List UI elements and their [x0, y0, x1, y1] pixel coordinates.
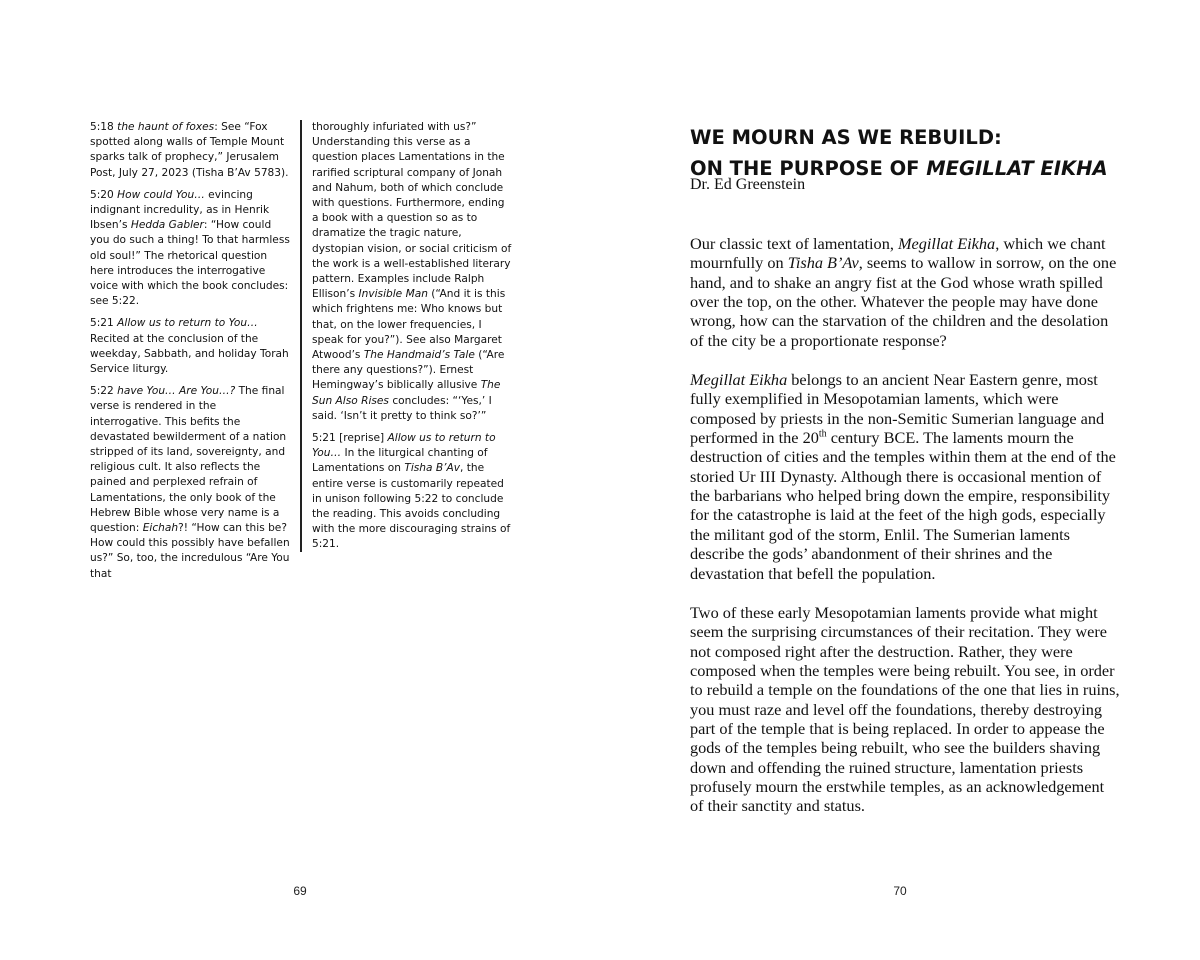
title-line-1: WE MOURN AS WE REBUILD: [690, 126, 1002, 149]
note-work-title: Invisible Man [358, 288, 428, 301]
notes-column-2 [312, 120, 512, 553]
para-italic: Megillat Eikha [897, 234, 996, 253]
page-number-left: 69 [293, 884, 307, 898]
note-ref: 5:21 [reprise] [312, 432, 385, 445]
title-line-2-italic: MEGILLAT EIKHA [926, 157, 1108, 180]
title-line-2-prefix: ON THE PURPOSE OF [690, 157, 927, 180]
article-title [690, 122, 1160, 184]
note-ref: 5:21 [90, 317, 114, 330]
para-text: , seems to wallow in sorrow, on the one hand, and to shake an angry fist at the God whose wrath spilled over the top, on the other. Whatever the people may have done wrong, how can the starvation of the children and the desolation of the city be a proportionate response? [690, 253, 1117, 350]
right-page [600, 0, 1200, 960]
note-5-21 [90, 316, 290, 377]
note-text: , the entire verse is customarily repeated in unison following 5:22 to conclude the reading. This avoids concluding with the more discouraging strains of 5:21. [312, 462, 511, 551]
note-text: The final verse is rendered in the interrogative. This befits the devastated bewilderment of a nation stripped of its land, sovereignty, and religious cult. It also reflects the pained and perplexed refrain of Lamentations, the only book of the Hebrew Bible whose very name is a question: [90, 385, 287, 535]
note-lemma: have You… Are You…? [117, 385, 236, 398]
note-work-title: The Handmaid’s Tale [363, 349, 475, 362]
para-italic: Tisha B’Av [787, 253, 859, 273]
column-divider [300, 120, 302, 552]
author-name: Dr. Ed Greenstein [690, 176, 806, 193]
note-text: concludes: “‘Yes,’ I said. ‘Isn’t it pretty to think so?’” [312, 394, 492, 422]
note-lemma: Allow us to return to You… [117, 317, 258, 330]
paragraph-2 [690, 370, 1120, 583]
para-text: century BCE. The laments mourn the destruction of cities and the temples within them at the end of the storied Ur III Dynasty. Although there is occasional mention of the barbarians who helped bring down the empire, responsibility for the catastrophe is laid at the feet of the high gods, especially the militant god of the storm, Enlil. The Sumerian laments describe the gods’ abandonment of their shrines and the devastation that befell the population. [690, 428, 1116, 583]
note-text: : “How could you do such a thing! To that harmless old soul!” The rhetorical question here introduces the interrogative voice with which the book concludes: see 5:22. [90, 219, 290, 308]
page-number-right: 70 [893, 884, 907, 898]
note-text: evincing indignant incredulity, as in Henrik Ibsen’s [90, 188, 270, 232]
note-text: : See “Fox spotted along walls of Temple Mount sparks talk of prophecy,” Jerusalem Post, July 27, 2023 (Tisha B’Av 5783). [90, 121, 289, 179]
note-lemma: How could You… [117, 188, 205, 201]
note-5-21-reprise [312, 431, 512, 553]
notes-column-1 [90, 120, 290, 582]
note-work-title: Hedda Gabler [130, 219, 204, 232]
note-5-22 [90, 384, 290, 582]
article-body [690, 234, 1120, 836]
note-text: (“Are there any questions?”). Ernest Hemingway’s biblically allusive [312, 349, 505, 392]
note-work-title: Tisha B’Av [404, 462, 461, 475]
para-text: belongs to an ancient Near Eastern genre, most fully exemplified in Mesopotamian laments, which were composed by priests in the non-Semitic Sumerian language and performed in the 20 [690, 370, 1105, 448]
note-5-18 [90, 120, 290, 181]
note-5-22-continuation [312, 120, 512, 424]
note-text: (“And it is this which frightens me: Who knows but that, on the lower frequencies, I speak for you?”). See also Margaret Atwood’s [312, 288, 506, 362]
para-italic: Megillat Eikha [690, 370, 788, 390]
note-ref: 5:20 [90, 188, 114, 201]
note-ref: 5:22 [90, 385, 114, 398]
note-lemma: the haunt of foxes [117, 121, 215, 133]
para-text: Our classic text of lamentation, [690, 234, 898, 253]
note-5-20 [90, 188, 290, 310]
note-text: Recited at the conclusion of the weekday, Sabbath, and holiday Torah Service liturgy. [90, 332, 289, 376]
note-ref: 5:18 [90, 121, 114, 133]
note-text: ?! “How can this be? How could this possibly have befallen us?” So, too, the incredulous “Are You that [90, 522, 290, 580]
note-text: In the liturgical chanting of Lamentations on [312, 447, 488, 475]
ordinal-superscript: th [818, 428, 827, 440]
paragraph-1 [690, 234, 1120, 350]
note-work-title: The Sun Also Rises [312, 379, 501, 407]
note-work-title: Eichah [142, 522, 179, 535]
para-text: , which we chant mournfully on [690, 234, 1106, 273]
paragraph-3: Two of these early Mesopotamian laments provide what might seem the surprising circumstances of their recitation. They were not composed right after the destruction. Rather, they were composed when the temples were being rebuilt. You see, in order to rebuild a temple on the foundations of the one that lies in ruins, you must raze and level off the foundations, thereby destroying part of the temple that is being replaced. In order to appease the gods of the temples being rebuilt, who see the builders shaving down and offending the ruined structure, lamentation priests profusely mourn the erstwhile temples, as an acknowledgement of their sanctity and status. [690, 602, 1120, 816]
note-text: thoroughly infuriated with us?” Understanding this verse as a question places Lamentations in the rarified scriptural company of Jonah and Nahum, both of which conclude with questions. Furthermore, ending a book with a question so as to dramatize the tragic nature, dystopian vision, or social criticism of the work is a well-established literary pattern. Examples include Ralph Ellison’s [312, 121, 512, 301]
note-lemma: Allow us to return to You… [312, 432, 496, 460]
